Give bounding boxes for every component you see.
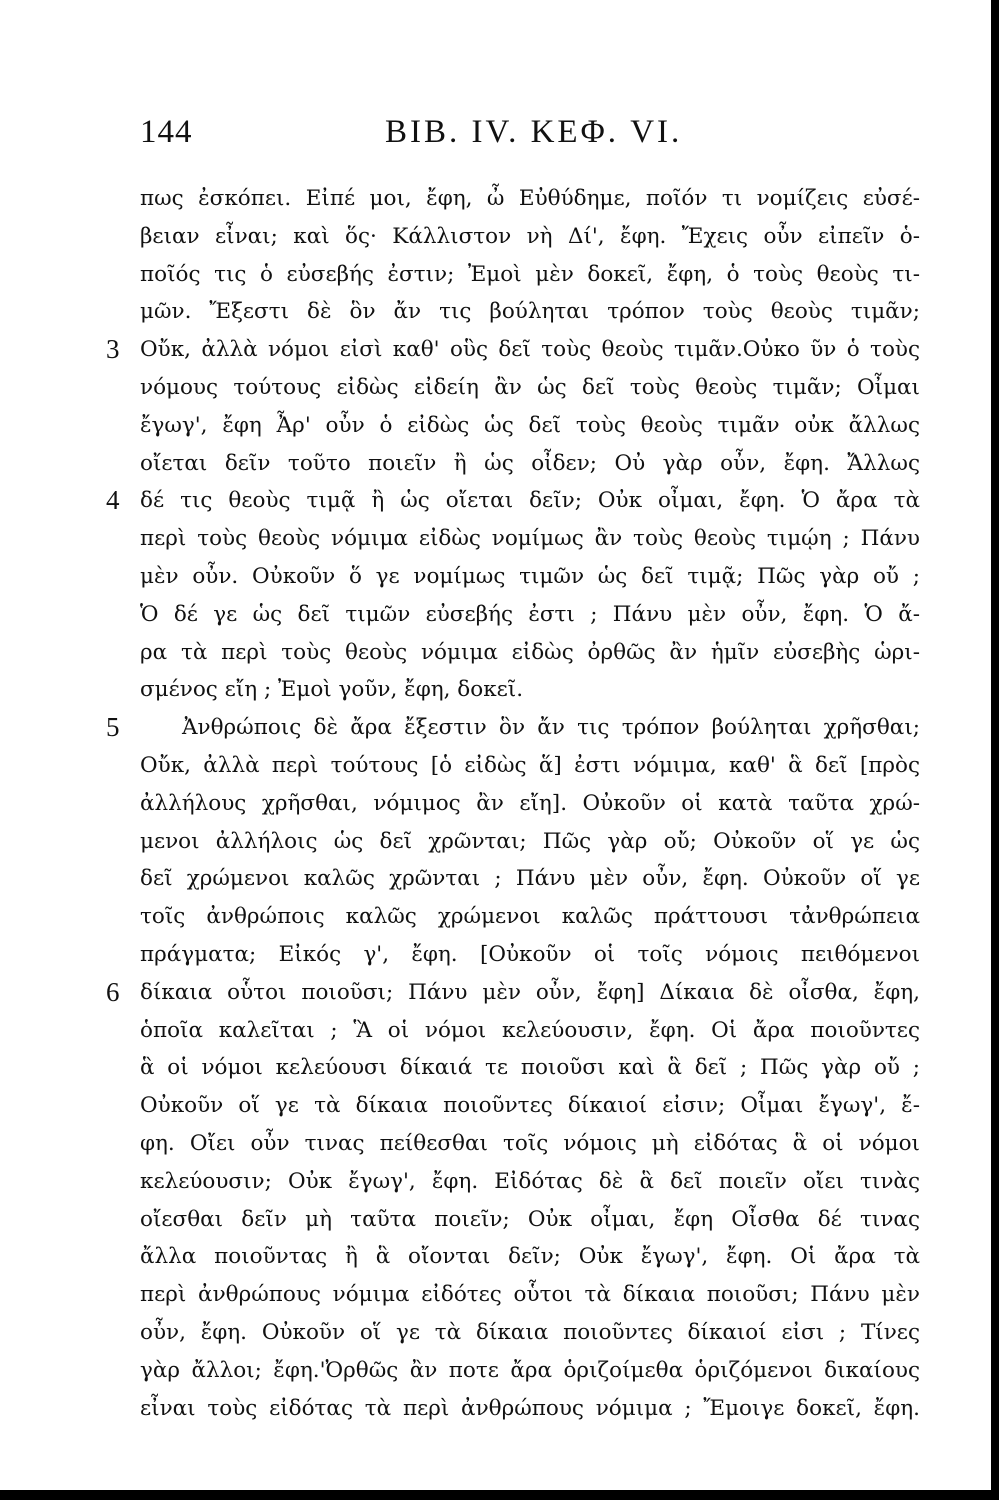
line-text: ρα τὰ περὶ τοὺς θεοὺς νόμιμα εἰδὼς ὀρθῶς ἂν ἡμῖν εὐσεβὴς ὡρι- — [140, 639, 920, 665]
line-text: πράγματα; Εἰκός γ', ἔφη. [Οὐκοῦν οἱ τοῖς νόμοις πειθόμενοι — [140, 941, 920, 967]
text-line — [106, 331, 920, 369]
text-line — [140, 1125, 920, 1163]
line-text: ἃ οἱ νόμοι κελεύουσι δίκαιά τε ποιοῦσι καὶ ἃ δεῖ ; Πῶς γὰρ οὔ ; — [140, 1055, 920, 1081]
line-text: Ὁ δέ γε ὡς δεῖ τιμῶν εὐσεβής ἐστι ; Πάνυ μὲν οὖν, ἔφη. Ὁ ἄ- — [140, 601, 920, 627]
line-text: περὶ ἀνθρώπους νόμιμα εἰδότες οὗτοι τὰ δίκαια ποιοῦσι; Πάνυ μὲν — [140, 1282, 920, 1308]
text-line — [140, 1163, 920, 1201]
body-text — [106, 180, 920, 1427]
line-text: βειαν εἶναι; καὶ ὅς· Κάλλιστον νὴ Δί', ἔφη. Ἔχεις οὖν εἰπεῖν ὁ- — [140, 223, 920, 249]
line-text: περὶ τοὺς θεοὺς νόμιμα εἰδὼς νομίμως ἂν τοὺς θεοὺς τιμῴη ; Πάνυ — [140, 526, 920, 552]
line-text: ἔγωγ', ἔφη Ἆρ' οὖν ὁ εἰδὼς ὡς δεῖ τοὺς θεοὺς τιμᾶν οὐκ ἄλλως — [140, 412, 920, 438]
text-line — [140, 1201, 920, 1239]
line-text: φη. Οἴει οὖν τινας πείθεσθαι τοῖς νόμοις μὴ εἰδότας ἃ οἱ νόμοι — [140, 1130, 920, 1156]
line-text: κελεύουσιν; Οὐκ ἔγωγ', ἔφη. Εἰδότας δὲ ἃ δεῖ ποιεῖν οἴει τινὰς — [140, 1168, 920, 1194]
text-line — [140, 785, 920, 823]
line-text: οἴεται δεῖν τοῦτο ποιεῖν ἢ ὡς οἶδεν; Οὐ γὰρ οὖν, ἔφη. Ἄλλως — [140, 450, 920, 476]
running-head: BIB. IV. ΚΕΦ. VI. — [385, 114, 683, 150]
text-line — [140, 256, 920, 294]
text-line — [140, 747, 920, 785]
text-line — [140, 1049, 920, 1087]
line-text: μενοι ἀλλήλοις ὡς δεῖ χρῶνται; Πῶς γὰρ οὔ; Οὐκοῦν οἵ γε ὡς — [140, 828, 920, 854]
text-line — [140, 1390, 920, 1428]
line-text: οὖν, ἔφη. Οὐκοῦν οἵ γε τὰ δίκαια ποιοῦντες δίκαιοί εἰσι ; Τίνες — [140, 1319, 920, 1345]
text-line — [140, 634, 920, 672]
text-line — [140, 445, 920, 483]
text-line — [140, 823, 920, 861]
text-line — [140, 671, 920, 709]
line-text: εἶναι τοὺς εἰδότας τὰ περὶ ἀνθρώπους νόμιμα ; Ἔμοιγε δοκεῖ, ἔφη. — [140, 1395, 920, 1421]
section-number: 5 — [106, 712, 120, 743]
line-text: δεῖ χρώμενοι καλῶς χρῶνται ; Πάνυ μὲν οὖν, ἔφη. Οὐκοῦν οἵ γε — [140, 866, 920, 892]
line-text: ποῖός τις ὁ εὐσεβής ἐστιν; Ἐμοὶ μὲν δοκεῖ, ἔφη, ὁ τοὺς θεοὺς τι- — [140, 261, 920, 287]
line-text: Ἀνθρώποις δὲ ἄρα ἔξεστιν ὃν ἄν τις τρόπον βούληται χρῆσθαι; — [182, 715, 920, 741]
text-line — [140, 898, 920, 936]
line-text: δέ τις θεοὺς τιμᾷ ἢ ὡς οἴεται δεῖν; Οὐκ οἶμαι, ἔφη. Ὁ ἄρα τὰ — [140, 488, 920, 514]
section-number: 4 — [106, 485, 120, 516]
text-line — [140, 369, 920, 407]
text-line — [106, 974, 920, 1012]
text-line — [140, 1314, 920, 1352]
text-line — [140, 180, 920, 218]
line-text: Οὐκοῦν οἵ γε τὰ δίκαια ποιοῦντες δίκαιοί εἰσιν; Οἶμαι ἔγωγ', ἔ- — [140, 1093, 920, 1119]
line-text: νόμους τούτους εἰδὼς εἰδείη ἂν ὡς δεῖ τοὺς θεοὺς τιμᾶν; Οἶμαι — [140, 374, 920, 400]
text-line — [140, 860, 920, 898]
line-text: γὰρ ἄλλοι; ἔφη.'Ὀρθῶς ἂν ποτε ἄρα ὁριζοίμεθα ὁριζόμενοι δικαίους — [140, 1357, 920, 1383]
text-line — [140, 520, 920, 558]
line-text: δίκαια οὗτοι ποιοῦσι; Πάνυ μὲν οὖν, ἔφη] Δίκαια δὲ οἶσθα, ἔφη, — [140, 979, 920, 1005]
line-text: ἄλλα ποιοῦντας ἢ ἃ οἴονται δεῖν; Οὐκ ἔγωγ', ἔφη. Οἱ ἄρα τὰ — [140, 1244, 920, 1270]
line-text: ὁποῖα καλεῖται ; Ἃ οἱ νόμοι κελεύουσιν, ἔφη. Οἱ ἄρα ποιοῦντες — [140, 1017, 920, 1043]
section-number: 6 — [106, 976, 120, 1007]
section-number: 3 — [106, 334, 120, 365]
line-text: μῶν. Ἔξεστι δὲ ὃν ἄν τις βούληται τρόπον τοὺς θεοὺς τιμᾶν; — [140, 299, 920, 325]
text-line — [140, 407, 920, 445]
text-line — [140, 218, 920, 256]
line-text: Οὔκ, ἀλλὰ νόμοι εἰσὶ καθ' οὓς δεῖ τοὺς θεοὺς τιμᾶν.Οὐκο ῦν ὁ τοὺς — [140, 337, 920, 363]
page-header — [140, 112, 920, 152]
line-text: Οὔκ, ἀλλὰ περὶ τούτους [ὁ εἰδὼς ἅ] ἐστι νόμιμα, καθ' ἃ δεῖ [πρὸς — [140, 752, 920, 778]
text-line — [106, 709, 920, 747]
line-text: τοῖς ἀνθρώποις καλῶς χρώμενοι καλῶς πράττουσι τἀνθρώπεια — [140, 904, 920, 930]
page-number: 144 — [140, 114, 193, 150]
text-line — [140, 1012, 920, 1050]
text-line — [140, 293, 920, 331]
line-text: πως ἐσκόπει. Εἰπέ μοι, ἔφη, ὦ Εὐθύδημε, ποῖόν τι νομίζεις εὐσέ- — [140, 186, 920, 211]
line-text: σμένος εἴη ; Ἐμοὶ γοῦν, ἔφη, δοκεῖ. — [140, 677, 524, 703]
text-line — [140, 1276, 920, 1314]
text-line — [140, 558, 920, 596]
text-line — [140, 1087, 920, 1125]
text-line — [140, 596, 920, 634]
line-text: ἀλλήλους χρῆσθαι, νόμιμος ἂν εἴη]. Οὐκοῦν οἱ κατὰ ταῦτα χρώ- — [140, 790, 920, 816]
text-line — [106, 482, 920, 520]
line-text: οἴεσθαι δεῖν μὴ ταῦτα ποιεῖν; Οὐκ οἶμαι, ἔφη Οἶσθα δέ τινας — [140, 1206, 920, 1232]
text-line — [140, 936, 920, 974]
text-line — [140, 1352, 920, 1390]
text-line — [140, 1238, 920, 1276]
line-text: μὲν οὖν. Οὐκοῦν ὅ γε νομίμως τιμῶν ὡς δεῖ τιμᾷ; Πῶς γὰρ οὔ ; — [140, 563, 920, 589]
